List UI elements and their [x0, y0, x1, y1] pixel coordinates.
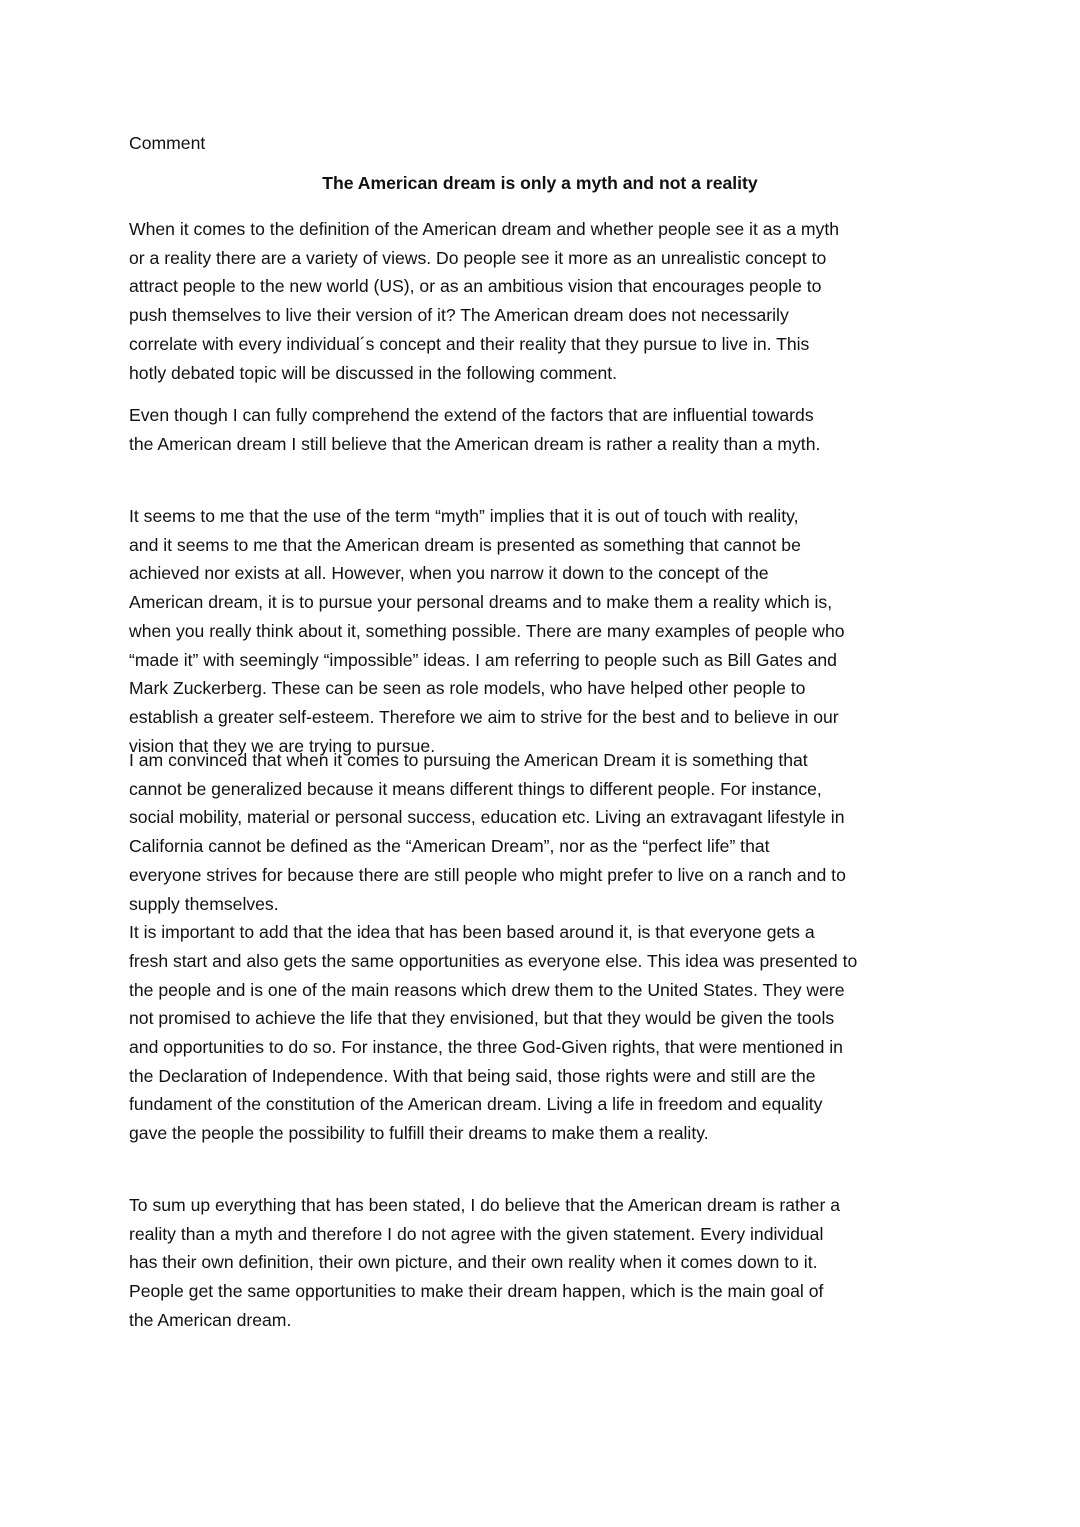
text-line: everyone strives for because there are still people who might prefer to live on a ranch and to: [129, 864, 846, 885]
text-line: the people and is one of the main reasons which drew them to the United States. They were: [129, 979, 845, 1000]
text-line: and opportunities to do so. For instance, the three God-Given rights, that were mentioned in: [129, 1037, 843, 1058]
text-line: hotly debated topic will be discussed in the following comment.: [129, 362, 618, 383]
text-line: the Declaration of Independence. With that being said, those rights were and still are the: [129, 1065, 816, 1086]
text-line: “made it” with seemingly “impossible” ideas. I am referring to people such as Bill Gates and: [129, 649, 837, 670]
text-line: gave the people the possibility to fulfill their dreams to make them a reality.: [129, 1123, 709, 1144]
document-title: The American dream is only a myth and not a reality: [322, 173, 758, 193]
text-line: not promised to achieve the life that they envisioned, but that they would be given the tools: [129, 1008, 835, 1029]
text-line: correlate with every individual´s concept and their reality that they pursue to live in. This: [129, 333, 810, 354]
text-line: People get the same opportunities to make their dream happen, which is the main goal of: [129, 1281, 824, 1302]
text-line: push themselves to live their version of it? The American dream does not necessarily: [129, 305, 789, 326]
paragraph-2: [129, 401, 969, 458]
text-line: It seems to me that the use of the term “myth” implies that it is out of touch with reality,: [129, 506, 799, 526]
text-line: cannot be generalized because it means different things to different people. For instance,: [129, 778, 822, 799]
text-line: when you really think about it, something possible. There are many examples of people who: [129, 620, 845, 641]
paragraph-4: [129, 746, 969, 1148]
text-line: American dream, it is to pursue your personal dreams and to make them a reality which is,: [129, 592, 833, 613]
text-line: fundament of the constitution of the American dream. Living a life in freedom and equality: [129, 1094, 823, 1115]
text-line: has their own definition, their own picture, and their own reality when it comes down to it.: [129, 1252, 818, 1273]
text-line: achieved nor exists at all. However, when you narrow it down to the concept of the: [129, 563, 769, 584]
text-line: Mark Zuckerberg. These can be seen as role models, who have helped other people to: [129, 678, 806, 699]
text-line: Even though I can fully comprehend the extend of the factors that are influential towards: [129, 405, 814, 425]
text-line: attract people to the new world (US), or as an ambitious vision that encourages people to: [129, 276, 822, 297]
text-line: It is important to add that the idea that has been based around it, is that everyone gets a: [129, 922, 815, 943]
text-line: fresh start and also gets the same opportunities as everyone else. This idea was presented to: [129, 950, 858, 971]
text-line: To sum up everything that has been stated, I do believe that the American dream is rather a: [129, 1195, 840, 1215]
text-line: the American dream.: [129, 1309, 292, 1330]
text-line: and it seems to me that the American dream is presented as something that cannot be: [129, 534, 801, 555]
text-line: I am convinced that when it comes to pursuing the American Dream it is something that: [129, 750, 808, 770]
text-line: establish a greater self-esteem. Therefore we aim to strive for the best and to believe in our: [129, 706, 839, 727]
paragraph-5: [129, 1191, 969, 1335]
text-line: supply themselves.: [129, 893, 279, 914]
text-line: the American dream I still believe that the American dream is rather a reality than a myth.: [129, 433, 821, 454]
text-line: vision that they we are trying to pursue.: [129, 735, 436, 756]
text-line: California cannot be defined as the “American Dream”, nor as the “perfect life” that: [129, 836, 770, 857]
paragraph-3: [129, 502, 969, 760]
text-line: social mobility, material or personal success, education etc. Living an extravagant lifestyle in: [129, 807, 845, 828]
text-line: or a reality there are a variety of views. Do people see it more as an unrealistic concept to: [129, 247, 827, 268]
text-line: When it comes to the definition of the American dream and whether people see it as a myth: [129, 219, 840, 239]
text-line: reality than a myth and therefore I do not agree with the given statement. Every individual: [129, 1223, 824, 1244]
paragraph-1: [129, 215, 969, 387]
document-heading: Comment: [129, 133, 206, 153]
